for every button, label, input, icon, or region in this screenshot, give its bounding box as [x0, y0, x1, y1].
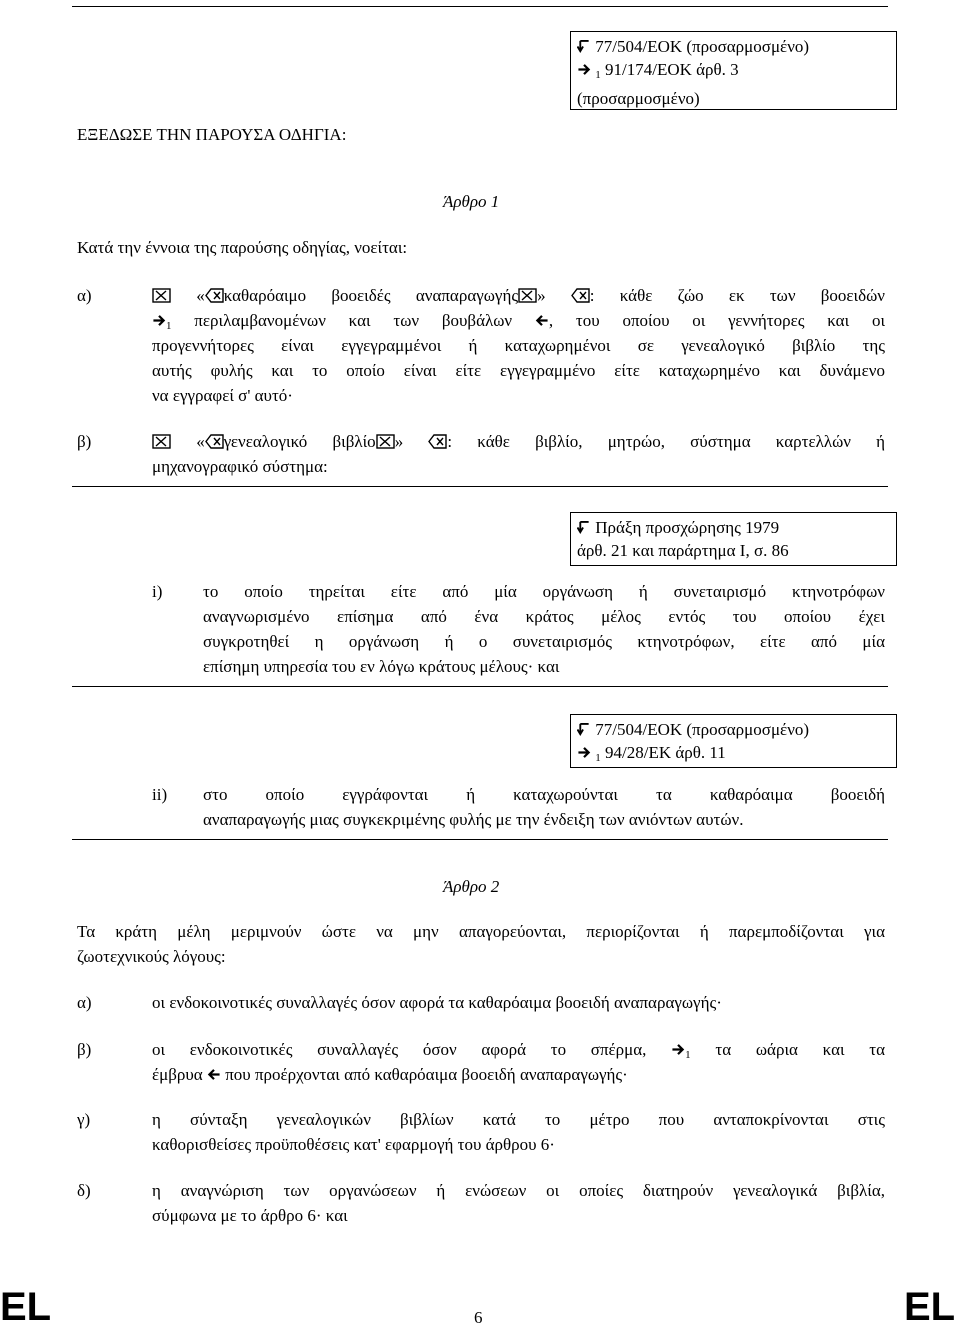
- section-rule: [72, 686, 888, 687]
- art2-item-d-line: η αναγνώριση των οργανώσεων ή ενώσεων οι οποίες διατηρούν γενεαλογικά βιβλία,: [152, 1181, 885, 1200]
- quote: «: [196, 432, 205, 451]
- item-i-line: συγκροτηθεί η οργάνωση ή ο συνεταιρισμός κτηνοτρόφων, είτε από μία: [203, 632, 885, 651]
- item-b-label: β): [77, 432, 92, 451]
- insert-start-icon: [152, 288, 171, 303]
- item-a-label: α): [77, 286, 92, 305]
- item-text: έμβρυα: [152, 1065, 203, 1084]
- item-text: που προέρχονται από καθαρόαιμα βοοειδή αναπαραγωγής·: [225, 1065, 628, 1084]
- insert-start-icon: [152, 434, 171, 449]
- quote: «: [196, 286, 205, 305]
- art2-item-b-label: β): [77, 1040, 92, 1059]
- ref-line: [577, 516, 890, 539]
- art2-item-a-label: α): [77, 993, 92, 1012]
- top-rule: [72, 6, 888, 7]
- arrow-right-icon: [152, 314, 166, 327]
- enacted-heading: ΕΞΕΔΩΣΕ ΤΗΝ ΠΑΡΟΥΣΑ ΟΔΗΓΙΑ:: [77, 125, 347, 144]
- art2-item-d-label: δ): [77, 1181, 91, 1200]
- article-2-intro: Τα κράτη μέλη μεριμνούν ώστε να μην απαγορεύονται, περιορίζονται ή παρεμποδίζονται για: [77, 922, 885, 941]
- section-rule: [72, 486, 888, 487]
- ref-subscript: 1: [595, 69, 601, 81]
- arrow-right-icon: [577, 746, 591, 759]
- quote: »: [394, 432, 404, 451]
- insert-start-icon: [376, 434, 395, 449]
- ref-text: 91/174/ΕΟΚ άρθ. 3: [605, 60, 739, 79]
- definition-text: : κάθε ζώο εκ των βοοειδών: [589, 286, 885, 305]
- insert-end-icon: [428, 434, 447, 449]
- arrow-right-icon: [577, 63, 591, 76]
- ref-text: 94/28/ΕΚ άρθ. 11: [605, 743, 726, 762]
- art2-item-b-line: [152, 1063, 628, 1086]
- definition-text: , του οποίου οι γεννήτορες και οι: [548, 311, 886, 330]
- article-1-intro: Κατά την έννοια της παρούσης οδηγίας, νοείται:: [77, 238, 408, 257]
- definition-text: περιλαμβανομένων και των βουβάλων: [194, 311, 513, 330]
- amendment-reference-box: [570, 512, 897, 566]
- footer-language-right: EL: [904, 1285, 956, 1329]
- defined-term: γενεαλογικό βιβλίο: [223, 432, 376, 451]
- item-ii-label: ii): [152, 785, 168, 804]
- item-text: οι ενδοκοινοτικές συναλλαγές όσον αφορά το σπέρμα,: [152, 1040, 647, 1059]
- amendment-reference-box: [570, 714, 897, 768]
- arrow-down-icon: [577, 40, 591, 53]
- article-2-intro: ζωοτεχνικούς λόγους:: [77, 947, 226, 966]
- art2-item-c-label: γ): [77, 1110, 91, 1129]
- insert-start-icon: [518, 288, 537, 303]
- item-a-line: [152, 284, 885, 307]
- art2-item-c-line: η σύνταξη γενεαλογικών βιβλίων κατά το μέτρο που ανταποκρίνονται στις: [152, 1110, 885, 1129]
- item-a-line: προγεννήτορες είναι εγγεγραμμένοι ή καταχωρημένοι σε γενεαλογικό βιβλίο της: [152, 336, 885, 355]
- article-2-title: Άρθρο 2: [443, 877, 500, 896]
- ref-line: [577, 718, 890, 741]
- subscript: 1: [685, 1049, 691, 1061]
- arrow-left-icon: [535, 314, 549, 327]
- ref-text: 77/504/ΕΟΚ (προσαρμοσμένο): [595, 720, 810, 739]
- ref-line: [577, 58, 890, 87]
- item-text: τα ωάρια και τα: [715, 1040, 886, 1059]
- subscript: 1: [166, 320, 172, 332]
- ref-text: (προσαρμοσμένο): [577, 89, 700, 108]
- amendment-reference-box: [570, 31, 897, 110]
- footer-language-left: EL: [0, 1285, 52, 1329]
- item-ii-line: αναπαραγωγής μιας συγκεκριμένης φυλής με την ένδειξη των ανιόντων αυτών.: [203, 810, 744, 829]
- ref-text: Πράξη προσχώρησης 1979: [595, 518, 780, 537]
- quote: »: [537, 286, 546, 305]
- item-a-line: αυτής φυλής και το οποίο είναι είτε εγγεγραμμένο είτε καταχωρημένο και δυνάμενο: [152, 361, 885, 380]
- item-i-label: i): [152, 582, 163, 601]
- item-a-line: να εγγραφεί σ' αυτό·: [152, 386, 293, 405]
- insert-end-icon: [205, 434, 224, 449]
- item-b-line: [152, 430, 885, 453]
- item-i-line: επίσημη υπηρεσία του εν λόγω κράτους μέλους· και: [203, 657, 560, 676]
- insert-end-icon: [205, 288, 224, 303]
- definition-text: : κάθε βιβλίο, μητρώο, σύστημα καρτελλών ή: [447, 432, 886, 451]
- article-1-title: Άρθρο 1: [443, 192, 500, 211]
- defined-term: καθαρόαιμο βοοειδές αναπαραγωγής: [223, 286, 519, 305]
- arrow-down-icon: [577, 723, 591, 736]
- ref-line: [577, 741, 890, 770]
- item-b-line: μηχανογραφικό σύστημα:: [152, 457, 328, 476]
- ref-line: [577, 35, 890, 58]
- insert-end-icon: [571, 288, 590, 303]
- art2-item-c-line: καθορισθείσες προϋποθέσεις κατ' εφαρμογή του άρθρου 6·: [152, 1135, 555, 1154]
- ref-text: άρθ. 21 και παράρτημα I, σ. 86: [577, 541, 789, 560]
- ref-subscript: 1: [595, 752, 601, 764]
- item-i-line: το οποίο τηρείται είτε από μία οργάνωση ή συνεταιρισμό κτηνοτρόφων: [203, 582, 885, 601]
- ref-text: 77/504/ΕΟΚ (προσαρμοσμένο): [595, 37, 810, 56]
- arrow-left-icon: [207, 1068, 221, 1081]
- arrow-down-icon: [577, 521, 591, 534]
- item-ii-line: στο οποίο εγγράφονται ή καταχωρούνται τα καθαρόαιμα βοοειδή: [203, 785, 885, 804]
- arrow-right-icon: [671, 1043, 685, 1056]
- page-number: 6: [474, 1308, 483, 1327]
- section-rule: [72, 839, 888, 840]
- art2-item-a-text: οι ενδοκοινοτικές συναλλαγές όσον αφορά τα καθαρόαιμα βοοειδή αναπαραγωγής·: [152, 993, 722, 1012]
- art2-item-d-line: σύμφωνα με το άρθρο 6· και: [152, 1206, 348, 1225]
- item-i-line: αναγνωρισμένο επίσημα από ένα κράτος μέλος εντός του οποίου έχει: [203, 607, 885, 626]
